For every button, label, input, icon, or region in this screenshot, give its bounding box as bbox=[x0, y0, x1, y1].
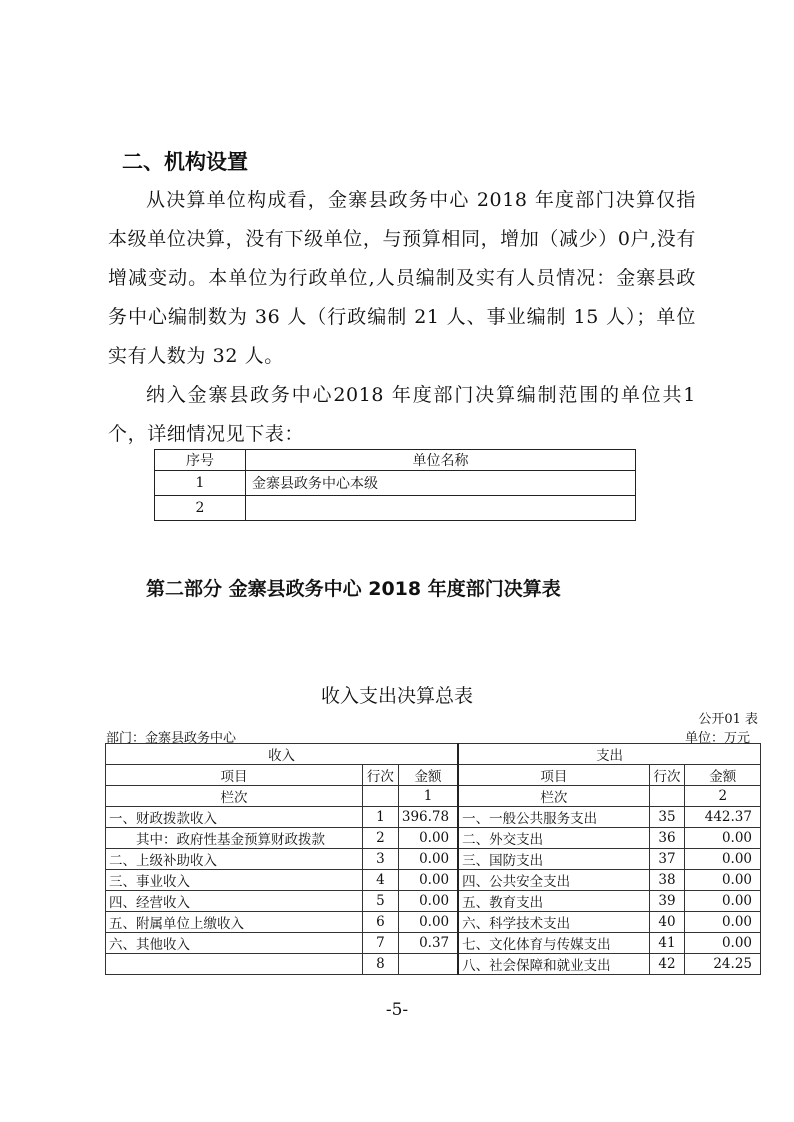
table-group-header-row bbox=[106, 744, 761, 765]
income-amount: 0.00 bbox=[398, 828, 458, 849]
income-line: 8 bbox=[362, 954, 398, 975]
table-row bbox=[106, 870, 761, 891]
paragraph-institution bbox=[108, 181, 696, 376]
table-row bbox=[106, 828, 761, 849]
income-item-header: 项目 bbox=[106, 765, 363, 786]
income-amount: 396.78 bbox=[398, 807, 458, 828]
expense-lanci-label: 栏次 bbox=[458, 786, 649, 807]
table-column-header-row bbox=[106, 765, 761, 786]
empty-cell bbox=[649, 786, 685, 807]
expense-item: 六、科学技术支出 bbox=[458, 912, 649, 933]
income-item bbox=[106, 954, 363, 975]
expense-header: 支出 bbox=[458, 744, 760, 765]
income-amount: 0.00 bbox=[398, 870, 458, 891]
expense-line: 41 bbox=[649, 933, 685, 954]
expense-amount-header: 金额 bbox=[685, 765, 761, 786]
table-row bbox=[106, 891, 761, 912]
paragraph-text: 纳入金寨县政务中心2018 年度部门决算编制范围的单位共1个，详细情况见下表： bbox=[108, 384, 696, 445]
expense-item: 四、公共安全支出 bbox=[458, 870, 649, 891]
table-header-row bbox=[155, 450, 636, 471]
expense-amount: 0.00 bbox=[685, 870, 761, 891]
expense-item-header: 项目 bbox=[458, 765, 649, 786]
page-number: -5- bbox=[385, 1000, 409, 1020]
income-item: 五、附属单位上缴收入 bbox=[106, 912, 363, 933]
expense-item: 八、社会保障和就业支出 bbox=[458, 954, 649, 975]
income-item: 一、财政拨款收入 bbox=[106, 807, 363, 828]
expense-amount: 0.00 bbox=[685, 849, 761, 870]
income-line: 1 bbox=[362, 807, 398, 828]
unit-name-cell: 金寨县政务中心本级 bbox=[246, 471, 636, 496]
income-line: 7 bbox=[362, 933, 398, 954]
table-row bbox=[106, 954, 761, 975]
expense-line: 36 bbox=[649, 828, 685, 849]
expense-line: 40 bbox=[649, 912, 685, 933]
income-expense-table bbox=[105, 743, 761, 975]
expense-line: 38 bbox=[649, 870, 685, 891]
expense-amount: 0.00 bbox=[685, 891, 761, 912]
expense-amount: 24.25 bbox=[685, 954, 761, 975]
expense-amount: 0.00 bbox=[685, 912, 761, 933]
income-item: 六、其他收入 bbox=[106, 933, 363, 954]
income-amount: 0.00 bbox=[398, 912, 458, 933]
table-row bbox=[106, 933, 761, 954]
income-amount: 0.00 bbox=[398, 891, 458, 912]
expense-item: 一、一般公共服务支出 bbox=[458, 807, 649, 828]
expense-amount: 0.00 bbox=[685, 933, 761, 954]
income-amount: 0.37 bbox=[398, 933, 458, 954]
expense-line-header: 行次 bbox=[649, 765, 685, 786]
income-lanci-label: 栏次 bbox=[106, 786, 363, 807]
paragraph-scope bbox=[108, 376, 696, 454]
table-lanci-row bbox=[106, 786, 761, 807]
header-unit-name: 单位名称 bbox=[246, 450, 636, 471]
expense-line: 42 bbox=[649, 954, 685, 975]
expense-item: 七、文化体育与传媒支出 bbox=[458, 933, 649, 954]
part-title: 第二部分 金寨县政务中心 2018 年度部门决算表 bbox=[146, 578, 561, 600]
income-amount bbox=[398, 954, 458, 975]
header-serial: 序号 bbox=[155, 450, 246, 471]
table-row bbox=[106, 807, 761, 828]
income-line: 5 bbox=[362, 891, 398, 912]
income-col-number: 1 bbox=[398, 786, 458, 807]
income-amount: 0.00 bbox=[398, 849, 458, 870]
table-row bbox=[155, 471, 636, 496]
expense-line: 39 bbox=[649, 891, 685, 912]
expense-amount: 442.37 bbox=[685, 807, 761, 828]
department-label: 部门：金寨县政务中心 bbox=[106, 731, 237, 746]
empty-cell bbox=[362, 786, 398, 807]
income-amount-header: 金额 bbox=[398, 765, 458, 786]
income-line: 2 bbox=[362, 828, 398, 849]
table-row bbox=[106, 912, 761, 933]
serial-cell: 2 bbox=[155, 496, 246, 521]
income-item: 其中：政府性基金预算财政拨款 bbox=[106, 828, 363, 849]
table-row bbox=[155, 496, 636, 521]
income-line: 6 bbox=[362, 912, 398, 933]
table-row bbox=[106, 849, 761, 870]
report-title: 收入支出决算总表 bbox=[320, 685, 473, 707]
income-item: 三、事业收入 bbox=[106, 870, 363, 891]
unit-label: 单位：万元 bbox=[684, 731, 750, 746]
expense-item: 二、外交支出 bbox=[458, 828, 649, 849]
income-item: 四、经营收入 bbox=[106, 891, 363, 912]
expense-line: 37 bbox=[649, 849, 685, 870]
report-code: 公开01 表 bbox=[698, 712, 758, 727]
expense-line: 35 bbox=[649, 807, 685, 828]
income-line: 4 bbox=[362, 870, 398, 891]
income-header: 收入 bbox=[106, 744, 459, 765]
section-heading: 二、机构设置 bbox=[122, 150, 248, 174]
income-item: 二、上级补助收入 bbox=[106, 849, 363, 870]
paragraph-text: 从决算单位构成看，金寨县政务中心 2018 年度部门决算仅指本级单位决算，没有下级单位，与预算相同，增加（减少）0户,没有增减变动。本单位为行政单位,人员编制及实有人员情况：金寨县政务中心编制数为 36 人（行政编制 21 人、事业编制 15 人）；单位实有人数为 32 人。 bbox=[108, 189, 696, 367]
expense-item: 三、国防支出 bbox=[458, 849, 649, 870]
serial-cell: 1 bbox=[155, 471, 246, 496]
income-line-header: 行次 bbox=[362, 765, 398, 786]
expense-item: 五、教育支出 bbox=[458, 891, 649, 912]
unit-table bbox=[154, 449, 636, 521]
expense-col-number: 2 bbox=[685, 786, 761, 807]
expense-amount: 0.00 bbox=[685, 828, 761, 849]
income-line: 3 bbox=[362, 849, 398, 870]
unit-name-cell bbox=[246, 496, 636, 521]
